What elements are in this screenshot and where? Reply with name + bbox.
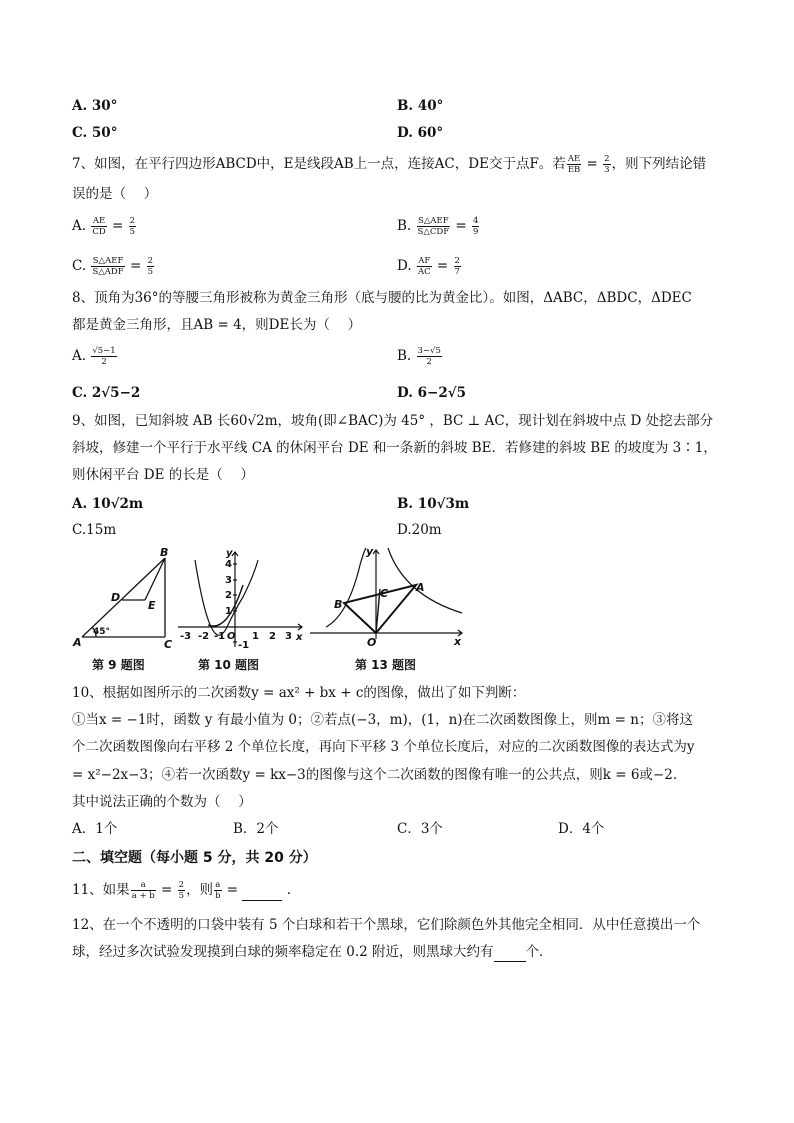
fig10-label-o: O xyxy=(227,631,236,642)
q6-option-b: B. 40° xyxy=(397,98,444,114)
q6-option-d: D. 60° xyxy=(397,125,444,141)
q9-option-c: C.15m xyxy=(72,522,117,538)
fig13-label-y: y xyxy=(366,545,374,558)
fig10-tick-y3: 3 xyxy=(225,575,232,586)
q8-stem-line1: 8、顶角为36°的等腰三角形被称为黄金三角形（底与腰的比为黄金比）。如图，ΔABC，ΔBDC，ΔDEC xyxy=(72,290,692,306)
q10-stem-line5: 其中说法正确的个数为（ ） xyxy=(72,794,252,810)
figure-10 xyxy=(178,552,302,647)
q12-stem-line2: 球，经过多次试验发现摸到白球的频率稳定在 0.2 附近，则黑球大约有 个． xyxy=(72,944,553,960)
q7-stem-line2: 误的是（ ） xyxy=(72,186,158,202)
fig9-label-e: E xyxy=(148,599,156,612)
q12-answer-blank[interactable] xyxy=(494,947,526,962)
fig10-label-y: y xyxy=(226,548,233,559)
fig9-label-b: B xyxy=(160,546,169,559)
figure-9 xyxy=(82,558,165,637)
q7-option-a: A. $\frac{AE}{CD}$ = $\frac{2}{5}$ xyxy=(72,216,135,237)
fig13-label-a: A xyxy=(416,581,425,594)
fig13-label-b: B xyxy=(334,598,343,611)
fig10-tick-x2: 2 xyxy=(269,631,276,642)
q7-stem-line1: 7、如图，在平行四边形ABCD中，E是线段AB上一点，连接AC，DE交于点F。若 $\frac{AE}{EB}$ = $\frac{2}{3}$ ，则下列结论错 xyxy=(72,154,707,175)
q10-stem-line1: 10、根据如图所示的二次函数y = ax² + bx + c的图像，做出了如下判断： xyxy=(72,685,526,701)
fig9-label-d: D xyxy=(111,591,121,604)
fig9-label-a: A xyxy=(73,636,82,649)
q11-stem: 11、如果 $\frac{a}{a + b}$ = $\frac{2}{5}$ ，则 $\frac{a}{b}$ = ． xyxy=(72,880,301,901)
fig10-tick-xn3: -3 xyxy=(180,631,192,642)
fig9-label-c: C xyxy=(164,638,173,651)
fig13-label-c: C xyxy=(380,587,389,600)
q10-stem-line3: 个二次函数图像向右平移 2 个单位长度，再向下平移 3 个单位长度后，对应的二次函数图像的表达式为y xyxy=(72,739,695,755)
fig10-tick-yn1: -1 xyxy=(238,640,250,651)
q7-option-c: C. $\frac{\text{S△AEF}}{\text{S△ADF}}$ = $\frac{2}{5}$ xyxy=(72,256,153,277)
fig10-tick-x1: 1 xyxy=(252,631,259,642)
fig10-caption: 第 10 题图 xyxy=(198,658,260,672)
q8-option-d: D. 6−2√5 xyxy=(397,385,466,401)
q8-stem-line2: 都是黄金三角形，且AB = 4，则DE长为（ ） xyxy=(72,317,362,333)
q7-option-b: B. $\frac{\text{S△AEF}}{\text{S△CDF}}$ = $\frac{4}{9}$ xyxy=(397,216,479,237)
q10-option-d: D．4个 xyxy=(558,821,605,837)
fig10-label-x: x xyxy=(296,632,303,643)
q11-answer-blank[interactable] xyxy=(242,886,282,901)
fig10-tick-y1: 1 xyxy=(225,606,232,617)
q12-stem-line1: 12、在一个不透明的口袋中装有 5 个白球和若干个黑球，它们除颜色外其他完全相同．从中任意摸出一个 xyxy=(72,917,701,933)
q8-option-a: A. $\frac{√5-1}{2}$ xyxy=(72,346,116,367)
q10-option-c: C．3个 xyxy=(397,821,443,837)
q8-option-c: C. 2√5−2 xyxy=(72,385,141,401)
q7-option-d: D. $\frac{AF}{AC}$ = $\frac{2}{7}$ xyxy=(397,256,460,277)
fig9-caption: 第 9 题图 xyxy=(92,658,145,672)
fig10-tick-y2: 2 xyxy=(225,590,232,601)
figures-strip xyxy=(70,545,470,675)
section-2-heading: 二、填空题（每小题 5 分，共 20 分） xyxy=(72,850,317,866)
q9-stem-line3: 则休闲平台 DE 的长是（ ） xyxy=(72,467,255,483)
fig10-tick-xn2: -2 xyxy=(198,631,210,642)
q9-option-b: B. 10√3m xyxy=(397,496,470,512)
q10-option-b: B．2个 xyxy=(233,821,279,837)
fig13-label-x: x xyxy=(454,635,462,648)
q9-option-a: A. 10√2m xyxy=(72,496,144,512)
q10-option-a: A．1个 xyxy=(72,821,118,837)
fig10-tick-xn1: -1 xyxy=(214,631,226,642)
fig9-angle-label: 45° xyxy=(93,627,111,637)
fig13-label-o: O xyxy=(367,636,377,649)
fig13-caption: 第 13 题图 xyxy=(355,658,417,672)
q10-stem-line4: = x²−2x−3；④若一次函数y = kx−3的图像与这个二次函数的图像有唯一的公共点，则k = 6或−2． xyxy=(72,767,687,783)
q9-stem-line2: 斜坡，修建一个平行于水平线 CA 的休闲平台 DE 和一条新的斜坡 BE．若修建的斜坡 BE 的坡度为 3∶1， xyxy=(72,440,717,456)
q9-option-d: D.20m xyxy=(397,522,442,538)
q9-stem-line1: 9、如图，已知斜坡 AB 长60√2m，坡角(即∠BAC)为 45° ，BC ⊥ AC，现计划在斜坡中点 D 处挖去部分 xyxy=(72,413,714,429)
q10-stem-line2: ①当x = −1时，函数 y 有最小值为 0；②若点(−3，m)，(1，n)在二次函数图像上，则m = n；③将这 xyxy=(72,712,693,728)
fig10-tick-x3: 3 xyxy=(285,631,292,642)
fig10-tick-y4: 4 xyxy=(225,559,232,570)
q8-option-b: B. $\frac{3-√5}{2}$ xyxy=(397,346,441,367)
q6-option-a: A. 30° xyxy=(72,98,118,114)
q6-option-c: C. 50° xyxy=(72,125,118,141)
